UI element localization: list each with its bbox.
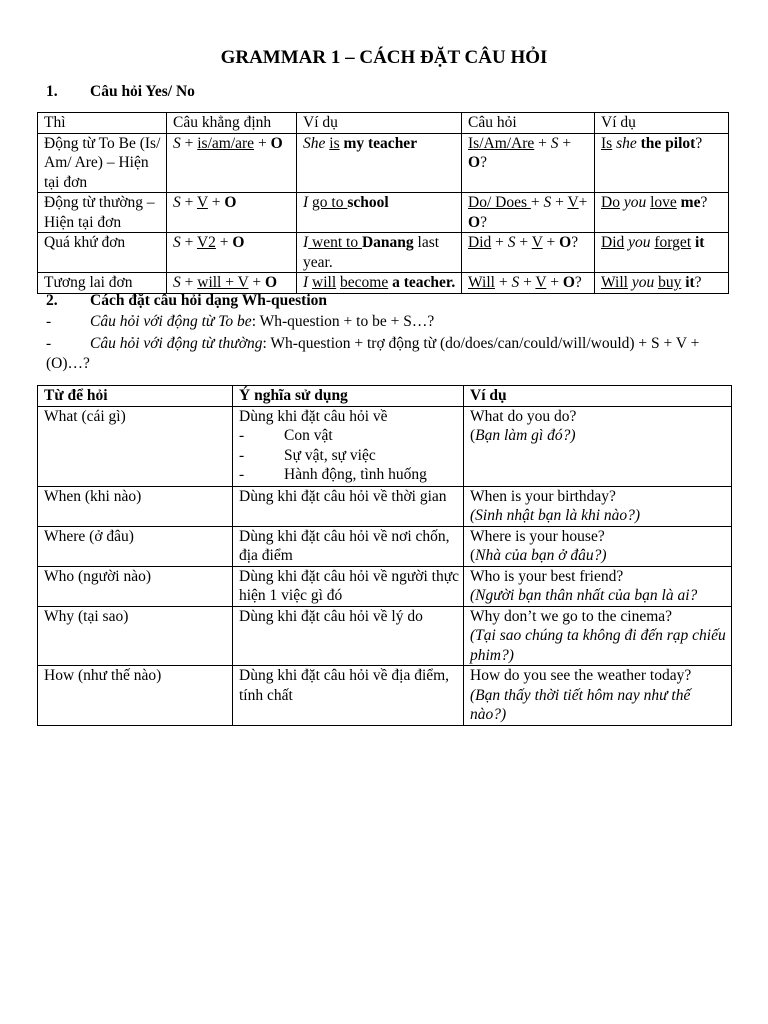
- table-row: [38, 273, 729, 294]
- example-cell: [464, 566, 732, 606]
- tense-cell: Tương lai đơn: [38, 273, 167, 294]
- affirmative-cell: [167, 273, 297, 294]
- formula-part: Do/ Does: [468, 194, 531, 211]
- table-header-row: [38, 386, 732, 407]
- section-2-heading: [46, 291, 327, 311]
- formula-part: +: [542, 234, 560, 251]
- header-cell: Câu khẳng định: [167, 113, 297, 134]
- page-title: GRAMMAR 1 – CÁCH ĐẶT CÂU HỎI: [220, 47, 548, 68]
- example-part: went to: [308, 234, 362, 251]
- section-number: 1.: [46, 83, 58, 100]
- translation-text: (Tại sao chúng ta không đi đến rạp chiếu phim?): [470, 627, 726, 664]
- bullet-dash: -: [239, 427, 245, 444]
- paren: (: [470, 547, 476, 564]
- meaning-cell: Dùng khi đặt câu hỏi về người thực hiện 1 việc gì đó: [233, 566, 464, 606]
- formula-part: V: [196, 194, 208, 211]
- example-cell: [464, 606, 732, 666]
- formula-part: O: [468, 213, 481, 231]
- translation-line: [470, 546, 729, 566]
- translation-text: (Người bạn thân nhất của bạn là ai?: [470, 587, 698, 604]
- example-cell: [464, 486, 732, 526]
- formula-part: +: [180, 274, 198, 291]
- example-part: will: [312, 274, 337, 291]
- meaning-cell: Dùng khi đặt câu hỏi về lý do: [233, 606, 464, 666]
- formula-part: V: [531, 234, 543, 251]
- example-part: ?: [700, 194, 708, 211]
- example-part: ?: [695, 134, 703, 152]
- example-part: go to: [312, 194, 348, 211]
- affirmative-cell: [167, 193, 297, 233]
- formula-part: +: [180, 194, 197, 211]
- question-cell: [462, 233, 595, 273]
- question-cell: [462, 133, 595, 193]
- formula-part: +: [491, 234, 508, 251]
- example-text: Where is your house?: [470, 527, 605, 545]
- formula-part: V2: [196, 234, 216, 251]
- formula-part: Is/Am/Are: [468, 134, 535, 152]
- example-part: I: [303, 234, 309, 251]
- formula-part: ?: [480, 213, 487, 231]
- formula-part: O: [468, 154, 481, 171]
- bullet-text: : Wh-question + trợ động từ (do/does/can/could/will/would) + S + V + (O)…?: [46, 335, 700, 372]
- example-part: become: [340, 274, 389, 291]
- header-cell: Từ để hỏi: [38, 386, 233, 407]
- section-1-heading: [46, 82, 195, 102]
- paren: (: [470, 427, 476, 444]
- question-word-cell: How (như thế nào): [38, 666, 233, 726]
- example-part: you: [631, 274, 655, 291]
- formula-part: ?: [571, 234, 579, 251]
- formula-part: S: [511, 274, 520, 291]
- translation-text: (Bạn thấy thời tiết hôm nay như thế nào?): [470, 686, 691, 723]
- question-word-cell: When (khi nào): [38, 486, 233, 526]
- formula-part: +: [519, 274, 536, 291]
- example-text: When is your birthday?: [470, 487, 616, 505]
- example-text: How do you see the weather today?: [470, 667, 692, 684]
- example-part: love: [650, 194, 677, 211]
- meaning-cell: Dùng khi đặt câu hỏi về địa điểm, tính chất: [233, 666, 464, 726]
- formula-part: +: [254, 134, 271, 152]
- example-part: She: [303, 134, 326, 152]
- question-example-cell: [595, 193, 729, 233]
- example-part: it: [695, 234, 705, 251]
- formula-part: +: [515, 234, 532, 251]
- formula-part: will + V: [197, 274, 249, 291]
- question-example-cell: [595, 273, 729, 294]
- wh-question-table: [37, 385, 732, 726]
- meaning-text: Dùng khi đặt câu hỏi về: [239, 407, 388, 425]
- formula-part: +: [551, 194, 568, 211]
- subitem-text: Con vật: [284, 427, 333, 444]
- example-part: buy: [658, 274, 682, 291]
- bullet-regular-verb: [46, 334, 736, 373]
- table-row: [38, 606, 732, 666]
- example-part: a teacher.: [392, 274, 456, 291]
- question-word-cell: What (cái gì): [38, 406, 233, 486]
- formula-part: S: [507, 234, 516, 251]
- example-part: it: [685, 274, 695, 291]
- example-part: you: [628, 234, 651, 251]
- bullet-text: : Wh-question + to be + S…?: [251, 313, 435, 330]
- example-part: forget: [654, 234, 692, 251]
- meaning-cell: Dùng khi đặt câu hỏi về nơi chốn, địa điểm: [233, 526, 464, 566]
- formula-part: +: [248, 274, 265, 291]
- tense-cell: Quá khứ đơn: [38, 233, 167, 273]
- formula-part: +: [180, 134, 198, 152]
- header-cell: Ví dụ: [297, 113, 462, 134]
- subitem-text: Hành động, tình huống: [284, 466, 427, 483]
- formula-part: +: [180, 234, 197, 251]
- table-row: [38, 193, 729, 233]
- bullet-label: Câu hỏi với động từ thường: [90, 335, 263, 352]
- example-part: she: [616, 134, 637, 152]
- example-part: Do: [601, 194, 620, 211]
- translation-text: Nhà của bạn ở đâu?): [475, 547, 607, 564]
- formula-part: +: [215, 234, 233, 251]
- example-part: is: [329, 134, 340, 152]
- formula-part: +: [207, 194, 225, 211]
- question-word-cell: Where (ở đâu): [38, 526, 233, 566]
- formula-part: S: [173, 194, 181, 211]
- example-part: last year.: [303, 234, 440, 271]
- table-row: [38, 133, 729, 193]
- example-part: I: [303, 274, 309, 291]
- header-cell: Câu hỏi: [462, 113, 595, 134]
- formula-part: Will: [468, 274, 495, 291]
- affirmative-cell: [167, 133, 297, 193]
- example-part: you: [623, 194, 647, 211]
- bullet-dash: -: [239, 466, 245, 483]
- bullet-dash: -: [46, 335, 52, 352]
- section-title: Cách đặt câu hỏi dạng Wh-question: [90, 292, 328, 309]
- formula-part: +: [558, 134, 572, 152]
- section-number: 2.: [46, 292, 58, 309]
- example-text: Why don’t we go to the cinema?: [470, 607, 673, 625]
- formula-part: +: [494, 274, 512, 291]
- example-part: me: [680, 194, 701, 211]
- example-text: Who is your best friend?: [470, 567, 624, 585]
- header-cell: Thì: [38, 113, 167, 134]
- subitem-text: Sự vật, sự việc: [284, 446, 376, 464]
- header-cell: Ví dụ: [464, 386, 732, 407]
- bullet-dash: -: [239, 446, 245, 464]
- table-row: [38, 233, 729, 273]
- formula-part: O: [224, 194, 237, 211]
- example-cell: [464, 666, 732, 726]
- bullet-dash: -: [46, 313, 52, 330]
- translation-text: (Sinh nhật bạn là khi nào?): [470, 507, 641, 524]
- formula-part: O: [562, 274, 575, 291]
- formula-part: S: [173, 234, 181, 251]
- example-part: Danang: [361, 234, 414, 251]
- header-cell: Ví dụ: [595, 113, 729, 134]
- formula-part: ?: [574, 274, 582, 291]
- formula-part: S: [173, 274, 181, 291]
- formula-part: ?: [480, 154, 487, 171]
- formula-part: V: [567, 194, 579, 211]
- formula-part: O: [270, 134, 283, 152]
- bullet-label: Câu hỏi với động từ To be: [90, 313, 252, 330]
- tense-cell: Động từ thường – Hiện tại đơn: [38, 193, 167, 233]
- example-part: my teacher: [343, 134, 418, 152]
- yes-no-table: [37, 112, 729, 294]
- example-part: the pilot: [640, 134, 696, 152]
- formula-part: O: [559, 234, 572, 251]
- formula-part: S: [550, 134, 559, 152]
- table-row: [38, 486, 732, 526]
- example-part: Is: [601, 134, 613, 152]
- example-part: Did: [601, 234, 625, 251]
- formula-part: +: [530, 194, 544, 211]
- formula-part: +: [534, 134, 551, 152]
- bullet-to-be: [46, 312, 736, 332]
- formula-part: is/am/are: [197, 134, 255, 152]
- example-cell: [297, 133, 462, 193]
- example-cell: [464, 526, 732, 566]
- question-word-cell: Who (người nào): [38, 566, 233, 606]
- formula-part: +: [546, 274, 563, 291]
- formula-part: S: [173, 134, 181, 152]
- table-row: [38, 666, 732, 726]
- meaning-cell: [233, 406, 464, 486]
- section-title: Câu hỏi Yes/ No: [90, 83, 195, 100]
- formula-part: O: [265, 274, 278, 291]
- formula-part: S: [543, 194, 552, 211]
- translation-line: [470, 426, 729, 446]
- translation-text: Bạn làm gì đó?): [475, 427, 576, 444]
- table-row: [38, 406, 732, 486]
- question-example-cell: [595, 233, 729, 273]
- question-example-cell: [595, 133, 729, 193]
- formula-part: V: [535, 274, 547, 291]
- question-cell: [462, 193, 595, 233]
- meaning-subitem: [239, 465, 461, 485]
- example-text: What do you do?: [470, 407, 577, 425]
- formula-part: Did: [468, 234, 492, 251]
- example-cell: [297, 233, 462, 273]
- table-row: [38, 566, 732, 606]
- formula-part: O: [232, 234, 245, 251]
- meaning-cell: Dùng khi đặt câu hỏi về thời gian: [233, 486, 464, 526]
- question-word-cell: Why (tại sao): [38, 606, 233, 666]
- example-part: ?: [694, 274, 702, 291]
- example-part: I: [303, 194, 309, 211]
- example-cell: [464, 406, 732, 486]
- example-cell: [297, 193, 462, 233]
- question-cell: [462, 273, 595, 294]
- example-cell: [297, 273, 462, 294]
- formula-part: +: [578, 194, 588, 211]
- table-header-row: [38, 113, 729, 134]
- header-cell: Ý nghĩa sử dụng: [233, 386, 464, 407]
- meaning-subitem: [239, 426, 461, 446]
- affirmative-cell: [167, 233, 297, 273]
- tense-cell: Động từ To Be (Is/ Am/ Are) – Hiện tại đơn: [38, 133, 167, 193]
- example-part: school: [347, 194, 389, 211]
- table-row: [38, 526, 732, 566]
- meaning-subitem: [239, 446, 461, 466]
- example-part: Will: [601, 274, 628, 291]
